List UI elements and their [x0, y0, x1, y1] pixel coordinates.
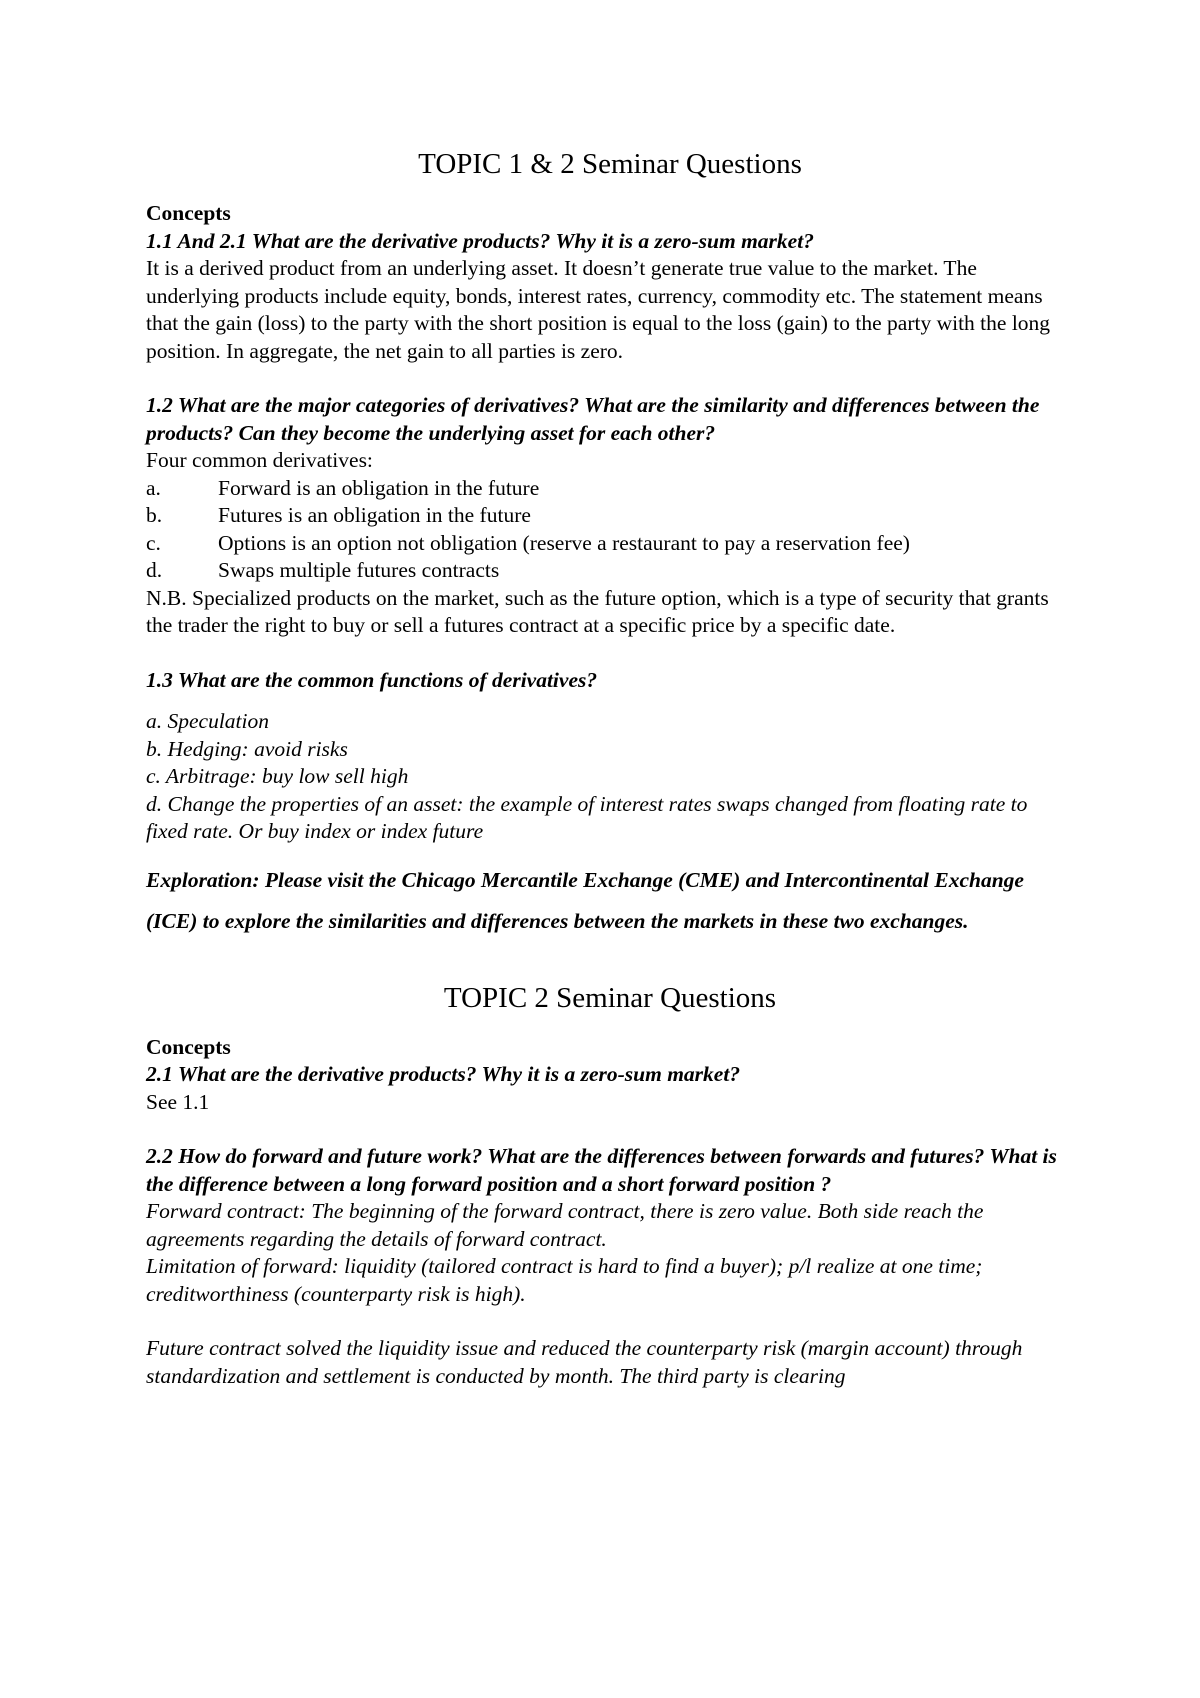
- question-2-1: 2.1 What are the derivative products? Why it is a zero-sum market?: [146, 1062, 741, 1086]
- list-item: [146, 475, 1070, 503]
- list-item-letter: d.: [146, 558, 163, 582]
- list-item-text: Options is an option not obligation (reserve a restaurant to pay a reservation fee): [218, 530, 910, 555]
- function-item-a: a. Speculation: [146, 709, 270, 733]
- function-item-c: c. Arbitrage: buy low sell high: [146, 764, 409, 788]
- question-2-2: 2.2 How do forward and future work? What are the differences between forwards and futures? What is the difference between a long forward position and a short forward position ?: [146, 1144, 1057, 1196]
- list-item-letter: b.: [146, 503, 163, 527]
- question-1-1: 1.1 And 2.1 What are the derivative products? Why it is a zero-sum market?: [146, 228, 814, 253]
- exploration-text: Exploration: Please visit the Chicago Mercantile Exchange (CME) and Intercontinental Exchange (ICE) to explore the similarities and differences between the markets in these two exchanges.: [146, 867, 1024, 933]
- list-item: [146, 557, 1070, 585]
- answer-2-2-future: Future contract solved the liquidity issue and reduced the counterparty risk (margin account) through standardization and settlement is conducted by month. The third party is clearing: [146, 1336, 1023, 1388]
- derivatives-list: [146, 475, 1070, 585]
- topic1-title: TOPIC 1 & 2 Seminar Questions: [418, 148, 802, 180]
- topic1-concepts-heading: Concepts: [146, 201, 231, 225]
- function-item-d: d. Change the properties of an asset: the example of interest rates swaps changed from floating rate to fixed rate. Or buy index or index future: [146, 791, 1028, 843]
- question-1-2: 1.2 What are the major categories of derivatives? What are the similarity and differences between the products? Can they become the underlying asset for each other?: [146, 393, 1040, 445]
- answer-1-2-intro: Four common derivatives:: [146, 448, 373, 472]
- list-item: [146, 502, 1070, 530]
- list-item-text: Swaps multiple futures contracts: [218, 558, 500, 582]
- topic2-title: TOPIC 2 Seminar Questions: [443, 981, 777, 1014]
- list-item: [146, 530, 1070, 558]
- answer-1-1: It is a derived product from an underlying asset. It doesn’t generate true value to the market. The underlying products include equity, bonds, interest rates, currency, commodity etc. The statement means that the gain (loss) to the party with the short position is equal to the loss (gain) to the party with the long position. In aggregate, the net gain to all parties is zero.: [146, 256, 1051, 363]
- list-item-letter: c.: [146, 530, 161, 555]
- function-item-b: b. Hedging: avoid risks: [146, 736, 348, 761]
- answer-1-2-note: N.B. Specialized products on the market, such as the future option, which is a type of security that grants the trader the right to buy or sell a futures contract at a specific price by a specific date.: [146, 585, 1049, 637]
- list-item-text: Futures is an obligation in the future: [218, 503, 531, 527]
- answer-2-2-limitation: Limitation of forward: liquidity (tailored contract is hard to find a buyer); p/l realize at one time; creditworthiness (counterparty risk is high).: [146, 1254, 983, 1306]
- question-1-3: 1.3 What are the common functions of derivatives?: [146, 667, 598, 692]
- answer-2-2-forward: Forward contract: The beginning of the forward contract, there is zero value. Both side reach the agreements regarding the details of forward contract.: [146, 1199, 984, 1251]
- topic2-concepts-heading: Concepts: [146, 1034, 231, 1059]
- list-item-letter: a.: [146, 475, 161, 500]
- list-item-text: Forward is an obligation in the future: [218, 475, 540, 500]
- answer-2-1: See 1.1: [146, 1089, 210, 1114]
